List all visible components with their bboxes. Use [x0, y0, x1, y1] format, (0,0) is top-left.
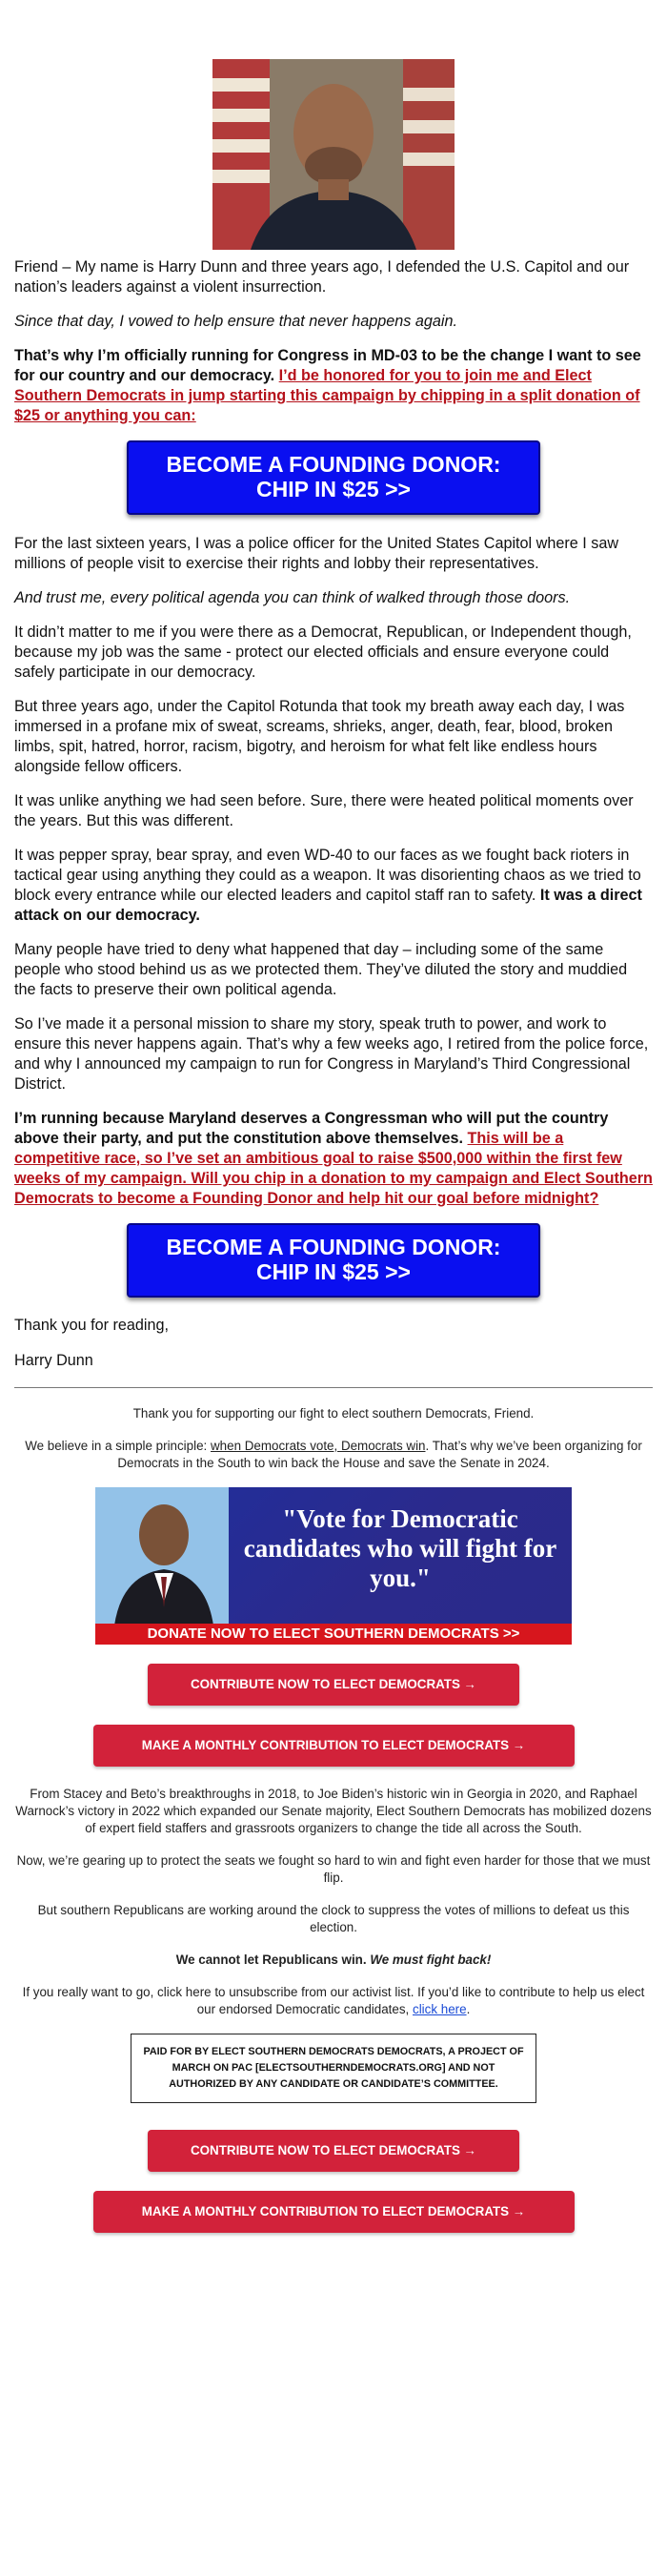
founding-donor-button-2-line1: BECOME A FOUNDING DONOR:	[166, 1235, 501, 1259]
chaos-paragraph	[14, 846, 653, 926]
goal-paragraph	[14, 1109, 653, 1209]
obama-donate-banner[interactable]	[95, 1487, 572, 1645]
footer-thanks: Thank you for supporting our fight to elect southern Democrats, Friend.	[132, 1406, 535, 1421]
running-statement: That’s why I’m officially running for Congress in MD-03 to be the change I want to see for our country and our democracy.	[14, 347, 641, 384]
banner-portrait-image	[95, 1487, 229, 1625]
join-donation-link[interactable]: I’d be honored for you to join me and Elect Southern Democrats in jump starting this campaign by chipping in a split donation of $25 or anything you can:	[14, 367, 640, 424]
footer-fight	[14, 1952, 653, 1969]
mission-paragraph: So I’ve made it a personal mission to share my story, speak truth to power, and work to ensure this never happens again. That’s why a few weeks ago, I retired from the police force, and why I announced my campaign to run for Congress in Maryland’s Third Congressional District.	[14, 1015, 649, 1093]
portrait-image	[212, 59, 455, 250]
attack-statement: It was a direct attack on our democracy.	[14, 887, 642, 924]
contribute-now-button[interactable]: CONTRIBUTE NOW TO ELECT DEMOCRATS →	[148, 1664, 519, 1706]
signature: Harry Dunn	[14, 1352, 93, 1369]
unsubscribe-text: If you really want to go, click here to unsubscribe from our activist list. If you’d like to contribute to help us elect our endorsed Democratic candidates,	[22, 1985, 645, 2016]
monthly-contribution-button-2[interactable]: MAKE A MONTHLY CONTRIBUTION TO ELECT DEMOCRATS →	[93, 2191, 575, 2233]
founding-donor-button-2-line2: CHIP IN $25 >>	[256, 1259, 411, 1284]
click-here-link[interactable]: click here	[413, 2002, 467, 2016]
unlike-paragraph: It was unlike anything we had seen before. Sure, there were heated political moments over the years. But this was different.	[14, 792, 634, 829]
footer-suppress: But southern Republicans are working around the clock to suppress the votes of millions to defeat us this election.	[37, 1903, 630, 1934]
monthly-contribution-button[interactable]: MAKE A MONTHLY CONTRIBUTION TO ELECT DEMOCRATS →	[93, 1725, 575, 1767]
career-paragraph: For the last sixteen years, I was a police officer for the United States Capitol where I saw millions of people visit to exercise their rights and lobby their representatives.	[14, 535, 619, 572]
founding-donor-button[interactable]	[127, 440, 540, 515]
footer-unsubscribe: If you really want to go, click here to unsubscribe from our activist list. If you’d like to contribute to help us elect our endorsed Democratic candidates, click here.	[22, 1985, 645, 2016]
running-paragraph	[14, 346, 653, 426]
email-body	[14, 0, 653, 2233]
footer-history: From Stacey and Beto’s breakthroughs in 2018, to Joe Biden’s historic win in Georgia in 2020, and Raphael Warnock’s victory in 2022 which expanded our Senate majority, Elect Southern Democrats has mobilized dozens of expert field staffers and grassroots organizers to change the tide all across the South.	[15, 1787, 652, 1835]
founding-donor-button-line1: BECOME A FOUNDING DONOR:	[166, 452, 501, 477]
section-divider	[14, 1387, 653, 1388]
goal-donation-link[interactable]: This will be a competitive race, so I’ve set an ambitious goal to raise $500,000 within the first few weeks of my campaign. Will you chip in a donation to my campaign and Elect Southern Democrats to become a Founding Donor and help hit our goal before midnight?	[14, 1130, 653, 1207]
deny-paragraph: Many people have tried to deny what happened that day – including some of the same people who stood behind us as we protected them. They’ve diluted the story and muddied the facts to preserve their own political agenda.	[14, 941, 628, 998]
banner-quote: "Vote for Democratic candidates who will fight for you."	[243, 1504, 557, 1592]
principle-pre: We believe in a simple principle:	[25, 1439, 208, 1453]
founding-donor-button-line2: CHIP IN $25 >>	[256, 477, 411, 501]
banner-photo	[95, 1487, 229, 1625]
agenda-paragraph: And trust me, every political agenda you can think of walked through those doors.	[14, 589, 571, 606]
fight-bold-italic: We must fight back!	[370, 1952, 492, 1967]
contribute-now-button-2[interactable]: CONTRIBUTE NOW TO ELECT DEMOCRATS →	[148, 2130, 519, 2172]
rotunda-paragraph: But three years ago, under the Capitol Rotunda that took my breath away each day, I was immersed in a profane mix of sweat, screams, shrieks, anger, death, fear, blood, broken limbs, spit, hatred, horror, racism, bigotry, and heroism for what felt like endless hours alongside fellow officers.	[14, 698, 625, 775]
paid-for-disclaimer: PAID FOR BY ELECT SOUTHERN DEMOCRATS DEMOCRATS, A PROJECT OF MARCH ON PAC [ELECTSOUTHERNDEMOCRATS.ORG] AND NOT AUTHORIZED BY ANY CANDIDATE OR CANDIDATE’S COMMITTEE.	[131, 2034, 536, 2103]
chaos-text: It was pepper spray, bear spray, and even WD-40 to our faces as we fought back rioters in tactical gear using anything they could as a weapon. It was disorienting chaos as we tried to block every entrance while our elected leaders and capitol staff ran to safety.	[14, 847, 641, 904]
footer-principle	[14, 1438, 653, 1472]
fight-bold: We cannot let Republicans win.	[175, 1952, 367, 1967]
founding-donor-button-2[interactable]	[127, 1223, 540, 1298]
intro-paragraph: Friend – My name is Harry Dunn and three years ago, I defended the U.S. Capitol and our nation’s leaders against a violent insurrection.	[14, 258, 630, 296]
thanks-line: Thank you for reading,	[14, 1317, 169, 1334]
principle-post: . That’s why we’ve been organizing for Democrats in the South to win back the House and save the Senate in 2024.	[117, 1439, 642, 1470]
maryland-statement: I’m running because Maryland deserves a Congressman who will put the country above their party, and put the constitution above themselves.	[14, 1110, 609, 1147]
hero-photo	[212, 59, 455, 250]
nonpartisan-paragraph: It didn’t matter to me if you were there as a Democrat, Republican, or Independent though, because my job was the same - protect our elected officials and ensure everyone could safely participate in our democracy.	[14, 624, 632, 681]
banner-cta: DONATE NOW TO ELECT SOUTHERN DEMOCRATS >>	[95, 1624, 572, 1645]
principle-underline: when Democrats vote, Democrats win	[211, 1439, 426, 1453]
footer-gearing: Now, we’re gearing up to protect the seats we fought so hard to win and fight even harder for those that we must flip.	[16, 1853, 651, 1885]
vow-paragraph: Since that day, I vowed to help ensure that never happens again.	[14, 313, 457, 330]
